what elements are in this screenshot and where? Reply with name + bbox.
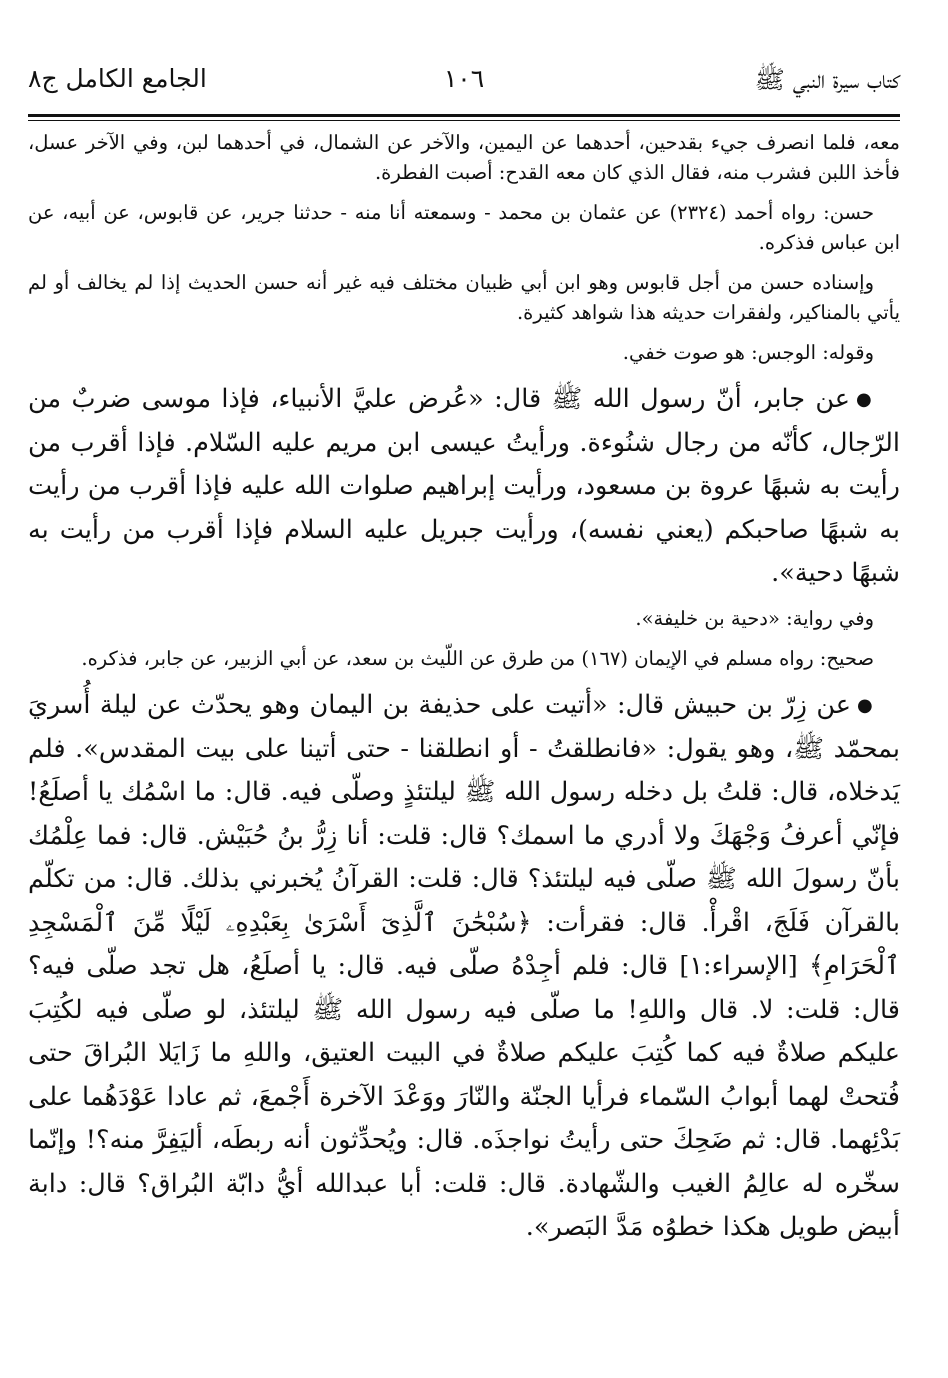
paragraph-text: وفي رواية: «دحية بن خليفة». bbox=[635, 606, 874, 630]
book-section-title: كتاب سيرة النبي ﷺ bbox=[754, 65, 900, 94]
hadith-paragraph bbox=[28, 378, 900, 596]
variant-note bbox=[28, 604, 900, 634]
paragraph-text: حسن: رواه أحمد (٢٣٢٤) عن عثمان بن محمد - وسمعته أنا منه - حدثنا جرير، عن قابوس، عن أبيه، عن ابن عباس فذكره. bbox=[28, 201, 900, 254]
book-page bbox=[28, 60, 900, 1360]
bullet-icon: ● bbox=[857, 695, 875, 716]
paragraph-text: وإسناده حسن من أجل قابوس وهو ابن أبي ظبيان مختلف فيه غير أنه حسن الحديث إذا لم يخالف أو لم يأتي بالمناكير، ولفقرات حديثه هذا شواهد كثيرة. bbox=[28, 271, 900, 324]
paragraph bbox=[28, 128, 900, 188]
volume-title: الجامع الكامل ج٨ bbox=[28, 64, 207, 93]
paragraph-text: صحيح: رواه مسلم في الإيمان (١٦٧) من طرق عن اللّيث بن سعد، عن أبي الزبير، عن جابر، فذكره. bbox=[81, 646, 874, 670]
header-rule-thin bbox=[28, 120, 900, 121]
takhrij-note bbox=[28, 198, 900, 258]
definition-note bbox=[28, 338, 900, 368]
isnad-note bbox=[28, 268, 900, 328]
page-body bbox=[28, 128, 900, 1258]
paragraph-text: وقوله: الوجس: هو صوت خفي. bbox=[622, 341, 874, 364]
running-header bbox=[28, 60, 900, 114]
takhrij-note bbox=[28, 644, 900, 674]
page-number: ١٠٦ bbox=[443, 64, 485, 93]
header-rule-thick bbox=[28, 114, 900, 117]
paragraph-text: عن جابر، أنّ رسول الله ﷺ قال: «عُرض عليَّ الأنبياء، فإذا موسى ضربٌ من الرّجال، كأنّه من رجال شنُوءة. ورأيتُ عيسى ابن مريم عليه السّلام. فإذا أقرب من رأيت به شبهًا عروة بن مسعود، ورأيت إبراهيم صلوات الله عليه فإذا أقرب من رأيت به شبهًا صاحبكم (يعني نفسه)، ورأيت جبريل عليه السلام فإذا أقرب من رأيت به شبهًا دحية». bbox=[28, 384, 900, 589]
paragraph-text: عن زِرّ بن حبيش قال: «أتيت على حذيفة بن اليمان وهو يحدّث عن ليلة أُسريَ بمحمّد ﷺ، وهو يقول: «فانطلقتُ - أو انطلقنا - حتى أتينا على بيت المقدس». فلم يَدخلاه، قال: قلتُ بل دخله رسول الله ﷺ ليلتئذٍ وصلّى فيه. قال: ما اسْمُك يا أصلَعُ! فإنّي أعرفُ وَجْهَكَ ولا أدري ما اسمك؟ قال: قلت: أنا زِرُّ بنُ حُبَيْش. قال: فما عِلْمُك بأنّ رسولَ الله ﷺ صلّى فيه ليلتئذ؟ قال: قلت: القرآنُ يُخبرني بذلك. قال: من تكلّم بالقرآن فَلَجَ، اقْرأْ. قال: فقرأت: ﴿سُبْحَٰنَ ٱلَّذِىٓ أَسْرَىٰ بِعَبْدِهِۦ لَيْلًا مِّنَ ٱلْمَسْجِدِ ٱلْحَرَامِ﴾ [الإسراء:١] قال: فلم أجِدْهُ صلّى فيه. قال: يا أصلَعُ، هل تجد صلّى فيه؟ قال: قلت: لا. قال واللهِ! ما صلّى فيه رسول الله ﷺ ليلتئذ، لو صلّى فيه لكُتِبَ عليكم صلاةٌ فيه كما كُتِبَ عليكم صلاةٌ في البيت العتيق، واللهِ ما زَايَلا البُراقَ حتى فُتحتْ لهما أبوابُ السّماء فرأيا الجنّة والنّارَ ووَعْدَ الآخرة أَجْمعَ، ثم عادا عَوْدَهُما على بَدْئِهما. قال: ثم ضَحِكَ حتى رأيتُ نواجذَه. قال: ويُحدِّثون أنه ربطَه، أليَفِرَّ منه؟! وإنّما سخّره له عالِمُ الغيب والشّهادة. قال: قلت: أبا عبدالله أيُّ دابّة البُراق؟ قال: دابة أبيض طويل هكذا خطوُه مَدَّ البَصر». bbox=[28, 689, 900, 1242]
hadith-paragraph bbox=[28, 684, 900, 1250]
bullet-icon: ● bbox=[856, 389, 874, 411]
paragraph-text: معه، فلما انصرف جيء بقدحين، أحدهما عن اليمين، والآخر عن الشمال، في أحدهما لبن، وفي الآخر عسل، فأخذ اللبن فشرب منه، فقال الذي كان معه القدح: أصبت الفطرة. bbox=[28, 131, 900, 184]
